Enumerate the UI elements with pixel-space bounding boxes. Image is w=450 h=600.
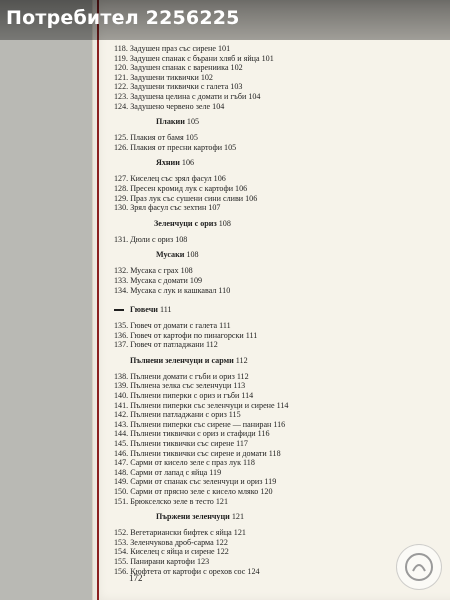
list-item: 151. Брюкселско зеле в тесто 121	[114, 496, 229, 506]
list-item: 118. Задушен праз със сирене 101	[114, 44, 231, 53]
list-item: 146. Пълнени тиквички със сирене и домати 118	[114, 448, 281, 458]
section-heading-zelenchutsi-oriz: Зеленчуци с ориз 108	[154, 218, 231, 228]
list-item: 147. Сарми от кисело зеле с праз лук 118	[114, 458, 255, 468]
list-item: 149. Сарми от спанак със зеленчуци и ориз 119	[114, 477, 277, 487]
list-item: 141. Пълнени пиперки със зеленчуци и сирене 114	[114, 400, 289, 410]
list-item: 123. Задушена целина с домати и гъби 104	[114, 91, 261, 101]
list-item: 142. Пълнени патладжани с ориз 115	[114, 410, 241, 420]
list-item: 148. Сарми от лапад с яйца 119	[114, 467, 222, 477]
list-item: 145. Пълнени тиквички със сирене 117	[114, 439, 248, 449]
page-edge-line	[97, 0, 99, 600]
list-item: 156. Кюфтета от картофи с орехов сос 124	[114, 566, 260, 576]
list-item: 128. Пресен кромид лук с картофи 106	[114, 183, 248, 193]
list-item: 137. Гювеч от патладжани 112	[114, 340, 218, 350]
list-item: 124. Задушено червено зеле 104	[114, 101, 225, 111]
list-item: 126. Плакия от пресни картофи 105	[114, 142, 237, 152]
list-item: 138. Пълнени домати с гъби и ориз 112	[114, 371, 249, 381]
list-item: 131. Дюли с ориз 108	[114, 234, 188, 244]
list-item: 127. Киселец със зрял фасул 106	[114, 174, 226, 184]
section-heading-plakii: Плакии 105	[156, 117, 200, 127]
list-item: 152. Вегетариански бифтек с яйца 121	[114, 528, 246, 538]
list-item: 120. Задушен спанак с варениика 102	[114, 63, 243, 73]
list-item: 121. Задушени тиквички 102	[114, 72, 213, 82]
list-item: 139. Пълнена зелка със зеленчуци 113	[114, 381, 246, 391]
list-item: 132. Мусака с грах 108	[114, 266, 193, 276]
section-heading-gyuvechi: Гювечи 111	[114, 305, 434, 315]
section-heading-musaki: Мусаки 108	[156, 250, 199, 260]
user-label: Потребител 2256225	[6, 7, 240, 29]
list-item: 150. Сарми от прясно зеле с кисело мляко 120	[114, 487, 273, 496]
list-item: 135. Гювеч от домати с галета 111	[114, 321, 231, 331]
list-item: 144. Пълнени тиквички с ориз и стафиди 116	[114, 429, 270, 439]
page-number: 172	[129, 573, 143, 583]
list-item: 130. Зрял фасул със зехтин 107	[114, 203, 221, 213]
list-item: 125. Плакия от бамя 105	[114, 133, 198, 143]
list-group-a	[114, 44, 434, 111]
watermark-logo	[396, 544, 442, 590]
background-left	[0, 0, 92, 600]
section-heading-palneni: Пълнени зеленчуци и сарми 112	[130, 355, 248, 365]
list-item: 119. Задушен спанак с бърани хляб и яйца 101	[114, 53, 274, 63]
list-item: 143. Пълнени пиперки със сирене — паниран 116	[114, 419, 286, 429]
dash-mark	[114, 309, 124, 311]
list-item: 153. Зеленчукова дроб-сарма 122	[114, 537, 228, 547]
user-header-bar	[0, 0, 450, 40]
list-item: 134. Мусака с лук и кашкавал 110	[114, 285, 231, 295]
list-item: 133. Мусака с домати 109	[114, 275, 203, 285]
list-item: 129. Праз лук със сушени сини сливи 106	[114, 193, 258, 203]
list-item: 155. Панирани картофи 123	[114, 556, 210, 566]
list-item: 122. Задушени тиквички с галета 103	[114, 82, 243, 92]
watermark-icon	[404, 552, 434, 582]
table-of-contents	[114, 44, 434, 576]
list-item: 140. Пълнени пиперки с ориз и гъби 114	[114, 391, 254, 401]
list-item: 154. Киселец с яйца и сирене 122	[114, 547, 229, 557]
list-item: 136. Гювеч от картофи по пинагорски 111	[114, 330, 258, 340]
section-heading-parzheni: Пържени зеленчуци 121	[156, 512, 244, 522]
section-heading-yahnii: Яхнии 106	[156, 158, 195, 168]
